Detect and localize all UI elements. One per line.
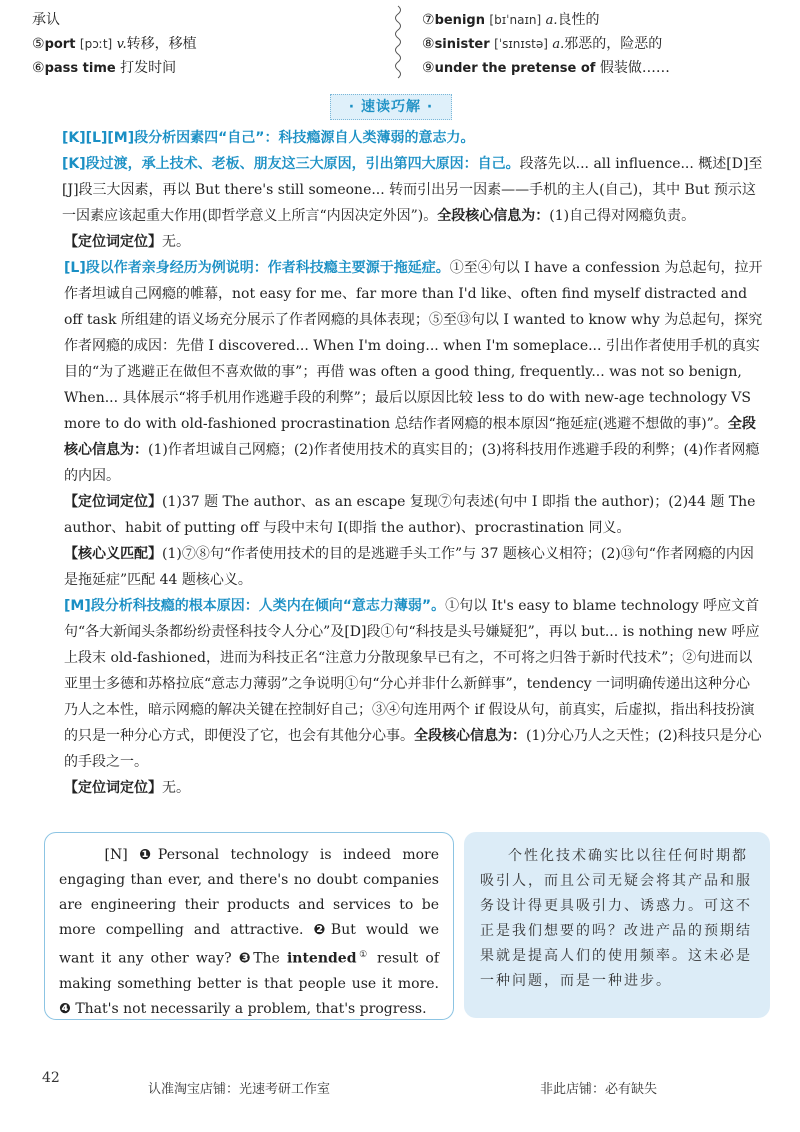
overview-heading: [K][L][M]段分析因素四“自己”：科技瘾源自人类薄弱的意志力。 — [62, 130, 475, 146]
locate-label: 【定位词定位】 — [64, 780, 162, 796]
paragraph-m-heading: [M]段分析科技瘾的根本原因：人类内在倾向“意志力薄弱”。 — [64, 598, 446, 614]
analysis-body — [64, 125, 764, 801]
sentence-number: ❹ — [59, 1000, 71, 1017]
core-info-text: (1)作者坦诚自己网瘾；(2)作者使用技术的真实目的；(3)将科技用作逃避手段的利弊；(4)作者网瘾的内因。 — [64, 442, 760, 484]
paragraph-k-locate — [64, 229, 764, 255]
locate-label: 【定位词定位】 — [64, 234, 162, 250]
vocab-meaning: 转移，移植 — [126, 36, 197, 52]
vocab-phonetic: [ˈsɪnɪstə] — [494, 37, 548, 51]
vocab-item — [422, 8, 670, 32]
footnote-marker: ① — [356, 950, 370, 960]
vocab-number: ⑦ — [422, 12, 435, 28]
paragraph-l-text: ①至④句以 I have a confession 为总起句，拉开作者坦诚自己网瘾的帷幕，not easy for me、far more than I'd like、often find myself distracted and off task 所组建的语义场充分展示了作者网瘾的具体表现；⑤至⑬句以 I wanted to know why 为总起句，探究作者网瘾的成因：先借 I discovered... When I'm doing... when I'm someplace... 引出作者使用手机的真实目的“为了逃避正在做但不喜欢做的事”；再借 was often a good thing, frequently... was not so benign, When... 具体展示“将手机用作逃避手段的利弊”；最后以原因比较 less to do with new-age technology VS more to do with old-fashioned procrastination 总结作者网瘾的根本原因“拖延症(逃避不想做的事)”。 — [64, 260, 763, 432]
paragraph-k-heading: [K]段过渡，承上技术、老板、朋友这三大原因，引出第四大原因：自己。 — [62, 156, 520, 172]
vocab-word: port — [44, 37, 76, 52]
sentence: result of making something better is that people use it more. — [59, 950, 439, 992]
core-info-text: (1)自己得对网瘾负责。 — [549, 208, 696, 224]
sentence-number: ❶ — [139, 847, 158, 863]
vocab-phonetic: [bɪˈnaɪn] — [489, 13, 542, 27]
sentence-number: ❷ — [313, 922, 331, 938]
paragraph-k — [62, 151, 764, 229]
sentence: But would we want it any other way? — [59, 922, 439, 967]
vocab-item — [32, 8, 197, 32]
excerpt-text — [59, 843, 439, 1022]
locate-text: (1)37 题 The author、as an escape 复现⑦句表述(句中 I 即指 the author)；(2)44 题 The author、habit of putting off 与段中末句 I(即指 the author)、procrastination 同义。 — [64, 494, 756, 536]
paragraph-k-text: 段落先以... all influence... 概述[D]至[J]段三大因素，再以 But there's still someone... 转而引出另一因素——手机的主人(自己)，其中 But 预示这一因素应该起重大作用(即哲学意义上所言“内因决定外因”)。 — [62, 156, 763, 224]
footer-left: 认准淘宝店铺：光速考研工作室 — [148, 1082, 331, 1097]
sentence: Personal technology is indeed more engaging than ever, and there's no doubt companies are engineering their products and services to be more compelling and attractive. — [59, 847, 439, 938]
vocab-number: ⑤ — [32, 36, 45, 52]
vocab-meaning: 打发时间 — [120, 60, 177, 76]
paragraph-l — [64, 255, 764, 489]
core-info-text: (1)分心乃人之天性；(2)科技只是分心的手段之一。 — [64, 728, 762, 770]
footer-right: 非此店铺：必有缺失 — [540, 1082, 658, 1097]
vocab-pos: a. — [552, 37, 565, 52]
paragraph-m — [64, 593, 764, 775]
locate-text: 无。 — [162, 780, 190, 796]
vocab-item — [422, 32, 670, 56]
section-title: · 速读巧解 · — [330, 94, 452, 120]
paragraph-overview — [62, 125, 764, 151]
vocab-meaning: 邪恶的，险恶的 — [564, 36, 663, 52]
paragraph-l-locate — [64, 489, 764, 541]
excerpt-box — [44, 832, 454, 1020]
locate-label: 【定位词定位】 — [64, 494, 162, 510]
translation-box — [464, 832, 770, 1018]
match-text: (1)⑦⑧句“作者使用技术的目的是逃避手头工作”与 37 题核心义相符；(2)⑬句“作者网瘾的内因是拖延症”匹配 44 题核心义。 — [64, 546, 754, 588]
vocab-pos: a. — [545, 13, 558, 28]
vocab-word: pass time — [44, 61, 116, 76]
vocab-item — [32, 32, 197, 56]
paragraph-l-match — [64, 541, 764, 593]
vocab-item — [422, 56, 670, 80]
vocab-item — [32, 56, 197, 80]
paragraph-l-heading: [L]段以作者亲身经历为例说明：作者科技瘾主要源于拖延症。 — [64, 260, 450, 276]
vocab-pos: v. — [116, 37, 127, 52]
core-info-label: 全段核心信息为： — [437, 208, 550, 224]
match-label: 【核心义匹配】 — [64, 546, 162, 562]
keyword: intended — [286, 950, 357, 967]
vocab-number: ⑨ — [422, 60, 435, 76]
vocab-column-right — [422, 8, 670, 80]
paragraph-m-locate — [64, 775, 764, 801]
sentence: That's not necessarily a problem, that's progress. — [75, 1000, 427, 1017]
vocab-meaning: 良性的 — [557, 12, 600, 28]
locate-text: 无。 — [162, 234, 190, 250]
vocab-word: under the pretense of — [434, 61, 596, 76]
vocab-column-left — [32, 8, 197, 80]
page-number: 42 — [42, 1070, 60, 1086]
vocab-number: ⑧ — [422, 36, 435, 52]
vocab-meaning: 承认 — [32, 12, 60, 28]
paragraph-m-text: ①句以 It's easy to blame technology 呼应文首句“各大新闻头条都纷纷责怪科技令人分心”及[D]段①句“科技是头号嫌疑犯”，再以 but... is nothing new 呼应上段末 old-fashioned，进而为科技正名“注意力分散现象早已有之，不可将之归咎于新时代技术”；②句进而以亚里士多德和苏格拉底“意志力薄弱”之争说明①句“分心并非什么新鲜事”，tendency 一词明确传递出这种分心乃人之本性，暗示网瘾的解决关键在控制好自己；③④句连用两个 if 假设从句，前真实，后虚拟，指出科技扮演的只是一种分心方式，即便没了它，也会有其他分心事。 — [64, 598, 760, 744]
paragraph-tag: [N] — [104, 847, 128, 863]
vocab-number: ⑥ — [32, 60, 45, 76]
spiral-binding-icon — [392, 4, 404, 80]
core-info-label: 全段核心信息为： — [414, 728, 526, 744]
sentence-number: ❸ — [238, 950, 254, 967]
sentence: The — [253, 950, 280, 967]
vocab-word: benign — [434, 13, 485, 28]
vocab-phonetic: [pɔːt] — [79, 37, 113, 51]
translation-text: 个性化技术确实比以往任何时期都吸引人，而且公司无疑会将其产品和服务设计得更具吸引力、诱惑力。可这不正是我们想要的吗？改进产品的预期结果就是提高人们的使用频率。这未必是一种问题，而是一种进步。 — [480, 848, 752, 989]
core-info-label: 全段核心信息为： — [64, 416, 756, 458]
vocab-meaning: 假装做…… — [599, 60, 670, 76]
vocab-word: sinister — [434, 37, 490, 52]
